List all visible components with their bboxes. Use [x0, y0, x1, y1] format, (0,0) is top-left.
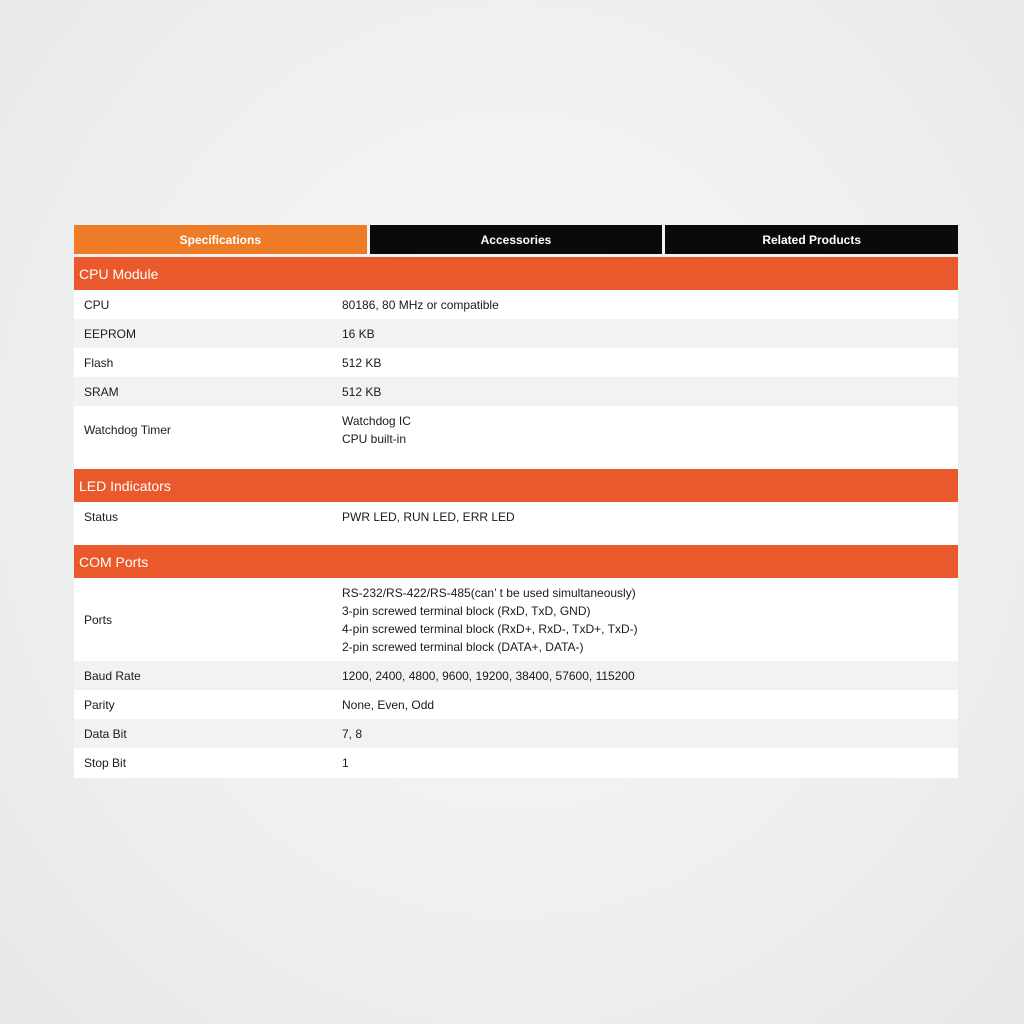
spec-label: Status [84, 510, 119, 524]
tab-accessories[interactable]: Accessories [370, 225, 663, 254]
spec-label: Data Bit [84, 726, 127, 741]
spec-value-line: 3-pin screwed terminal block (RxD, TxD, GND) [342, 603, 591, 618]
section-header-cpu-module: CPU Module [74, 257, 958, 290]
spec-label: Watchdog Timer [84, 423, 171, 437]
spec-value [342, 754, 958, 772]
spec-value-line: RS-232/RS-422/RS-485(can’ t be used simultaneously) [342, 585, 636, 600]
spec-label: SRAM [84, 384, 119, 399]
spec-value-line: 512 KB [342, 384, 382, 399]
spec-label: Flash [84, 355, 114, 370]
spec-value [342, 508, 958, 526]
table-row [74, 578, 958, 661]
spec-value-line: 2-pin screwed terminal block (DATA+, DATA-) [342, 639, 584, 654]
table-row [74, 748, 958, 778]
spec-value [342, 667, 958, 685]
tab-specifications[interactable]: Specifications [74, 225, 367, 254]
table-row [74, 502, 958, 532]
spec-value-line: PWR LED, RUN LED, ERR LED [342, 510, 515, 524]
spec-value-line: CPU built-in [342, 432, 407, 446]
table-row [74, 348, 958, 377]
table-row [74, 406, 958, 454]
section-spacer [74, 532, 958, 545]
spec-value-line: None, Even, Odd [342, 697, 435, 712]
spec-value [342, 584, 958, 656]
spec-label: Baud Rate [84, 668, 141, 683]
spec-value [342, 296, 958, 314]
spec-label: Ports [84, 612, 113, 627]
spec-value [342, 325, 958, 343]
spec-panel [74, 225, 958, 778]
table-row [74, 690, 958, 719]
spec-value [342, 354, 958, 372]
tab-related-products[interactable]: Related Products [665, 225, 958, 254]
spec-value-line: Watchdog IC [342, 414, 411, 428]
spec-value-line: 16 KB [342, 326, 375, 341]
spec-value-line: 512 KB [342, 355, 382, 370]
table-row [74, 319, 958, 348]
table-row [74, 661, 958, 690]
table-row [74, 290, 958, 319]
spec-value [342, 383, 958, 401]
spec-value-line: 1200, 2400, 4800, 9600, 19200, 38400, 57600, 115200 [342, 668, 635, 683]
section-spacer [74, 454, 958, 469]
spec-value-line: 7, 8 [342, 726, 363, 741]
spec-label: Parity [84, 697, 115, 712]
section-header-com-ports: COM Ports [74, 545, 958, 578]
spec-value-line: 1 [342, 756, 349, 770]
spec-value [342, 696, 958, 714]
table-row [74, 719, 958, 748]
spec-value [342, 725, 958, 743]
spec-value-line: 80186, 80 MHz or compatible [342, 297, 499, 312]
section-header-led-indicators: LED Indicators [74, 469, 958, 502]
tab-bar [74, 225, 958, 254]
spec-label: Stop Bit [84, 756, 127, 770]
table-row [74, 377, 958, 406]
spec-label: EEPROM [84, 326, 137, 341]
spec-value [342, 412, 958, 448]
spec-value-line: 4-pin screwed terminal block (RxD+, RxD-, TxD+, TxD-) [342, 621, 638, 636]
spec-label: CPU [84, 297, 110, 312]
